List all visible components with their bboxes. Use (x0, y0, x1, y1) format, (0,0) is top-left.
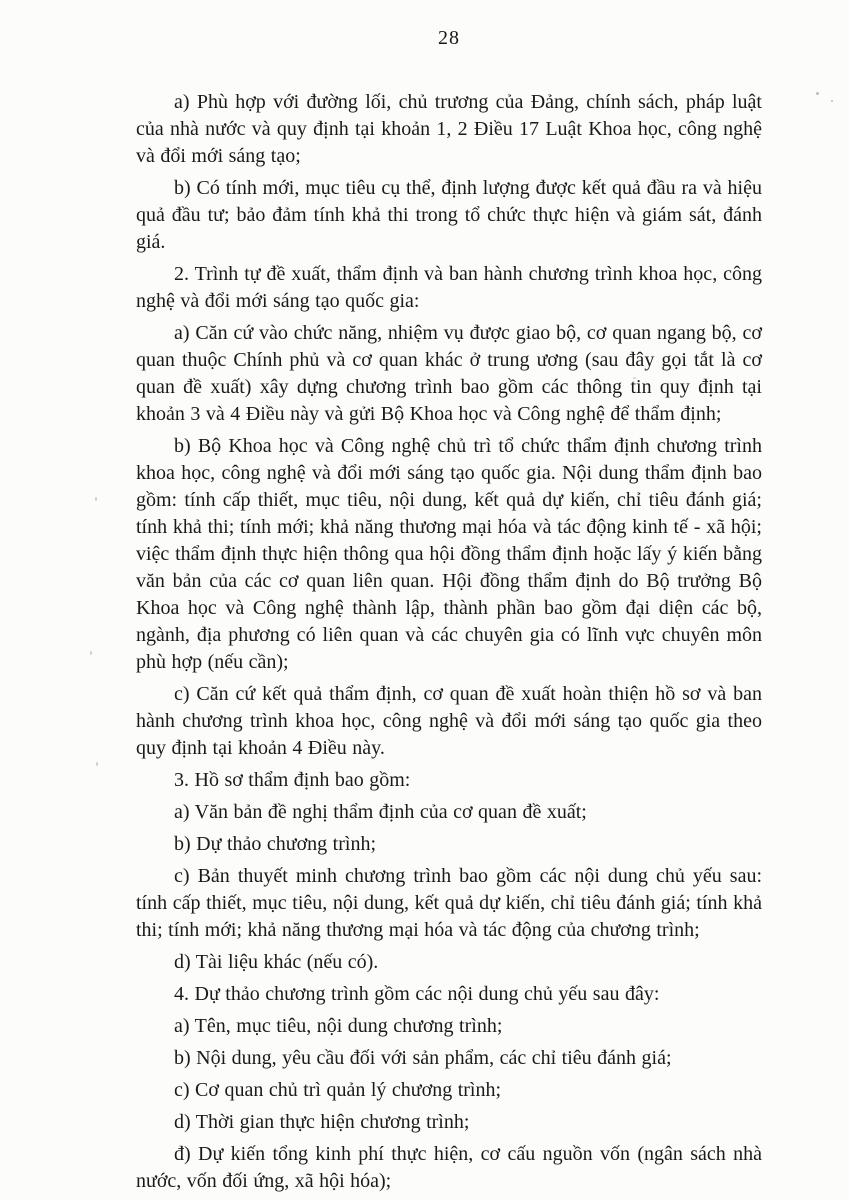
clause-4a: a) Tên, mục tiêu, nội dung chương trình; (174, 1015, 503, 1037)
scan-speck (90, 651, 92, 655)
clause-2a: a) Căn cứ vào chức năng, nhiệm vụ được giao bộ, cơ quan ngang bộ, cơ quan thuộc Chính phủ và cơ quan khác ở trung ương (sau đây gọi tắt là cơ quan đề xuất) xây dựng chương trình bao gồm các thông tin quy định tại khoản 3 và 4 Điều này và gửi Bộ Khoa học và Công nghệ để thẩm định; (136, 322, 762, 425)
clause-2c: c) Căn cứ kết quả thẩm định, cơ quan đề xuất hoàn thiện hồ sơ và ban hành chương trình khoa học, công nghệ và đổi mới sáng tạo quốc gia theo quy định tại khoản 4 Điều này. (136, 683, 762, 759)
clause-1a: a) Phù hợp với đường lối, chủ trương của Đảng, chính sách, pháp luật của nhà nước và quy định tại khoản 1, 2 Điều 17 Luật Khoa học, công nghệ và đổi mới sáng tạo; (136, 91, 762, 167)
clause-3b: b) Dự thảo chương trình; (174, 833, 376, 855)
clause-3d: d) Tài liệu khác (nếu có). (174, 951, 379, 973)
clause-4dd: đ) Dự kiến tổng kinh phí thực hiện, cơ cấu nguồn vốn (ngân sách nhà nước, vốn đối ứng, xã hội hóa); (136, 1143, 762, 1192)
scan-speck (633, 377, 636, 379)
clause-3a: a) Văn bản đề nghị thẩm định của cơ quan đề xuất; (174, 801, 587, 823)
clause-2b: b) Bộ Khoa học và Công nghệ chủ trì tổ chức thẩm định chương trình khoa học, công nghệ và đổi mới sáng tạo quốc gia. Nội dung thẩm định bao gồm: tính cấp thiết, mục tiêu, nội dung, kết quả dự kiến, chỉ tiêu đánh giá; tính khả thi; tính mới; khả năng thương mại hóa và tác động kinh tế - xã hội; việc thẩm định thực hiện thông qua hội đồng thẩm định hoặc lấy ý kiến bằng văn bản của các cơ quan liên quan. Hội đồng thẩm định do Bộ trưởng Bộ Khoa học và Công nghệ thành lập, thành phần bao gồm đại diện các bộ, ngành, địa phương có liên quan và các chuyên gia có lĩnh vực chuyên môn phù hợp (nếu cần); (136, 435, 762, 673)
scan-speck (96, 762, 98, 766)
document-body (136, 89, 762, 1195)
clause-3: 3. Hồ sơ thẩm định bao gồm: (174, 769, 411, 791)
clause-4c: c) Cơ quan chủ trì quản lý chương trình; (174, 1079, 502, 1101)
scan-speck (816, 92, 819, 95)
page-number: 28 (438, 27, 460, 49)
clause-3c: c) Bản thuyết minh chương trình bao gồm các nội dung chủ yếu sau: tính cấp thiết, mục tiêu, nội dung, kết quả dự kiến, chỉ tiêu đánh giá; tính khả thi; tính mới; khả năng thương mại hóa và tác động của chương trình; (136, 865, 762, 941)
scan-speck (831, 100, 833, 102)
clause-4d: d) Thời gian thực hiện chương trình; (174, 1111, 470, 1133)
clause-4: 4. Dự thảo chương trình gồm các nội dung chủ yếu sau đây: (174, 983, 660, 1005)
clause-4b: b) Nội dung, yêu cầu đối với sản phẩm, các chỉ tiêu đánh giá; (174, 1047, 672, 1069)
scan-speck (95, 497, 97, 501)
clause-2: 2. Trình tự đề xuất, thẩm định và ban hành chương trình khoa học, công nghệ và đổi mới sáng tạo quốc gia: (136, 263, 762, 312)
clause-1b: b) Có tính mới, mục tiêu cụ thể, định lượng được kết quả đầu ra và hiệu quả đầu tư; bảo đảm tính khả thi trong tổ chức thực hiện và giám sát, đánh giá. (136, 177, 762, 253)
